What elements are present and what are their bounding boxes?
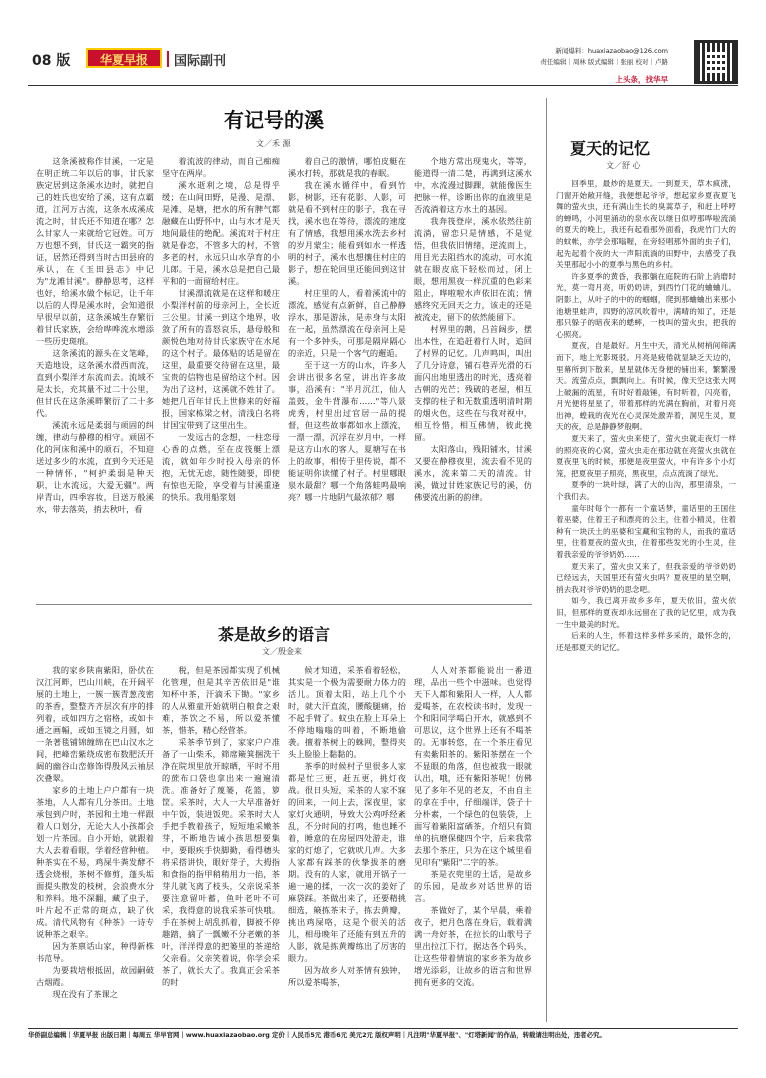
paragraph: 茶是衣兜里的土话，是故乡的乐园，是故乡对话世界的语言。 bbox=[414, 869, 532, 903]
paragraph: 我在溪水循徉中，看到竹影，树影，还有花影、人影，可就是看不到村庄的影子，我在寻找，溪水也在等待，漂流的速度有了情感，我想用溪水洗去乡村的岁月蒙尘；能看到如水一样透明的村子，溪水也想攘住村庄的影子，想在轮回里还能回到这甘溪。 bbox=[288, 180, 406, 286]
paragraph: 村庄里的人，看着溪流中的漂流，感觉有点新鲜，自己静静浮水，那是游泳，是赤身与太阳在一起，虽然漂流在母亲河上是有一个多钟头，可那是隔岸隔心的亲近，只是一个客气的邂逅。 bbox=[288, 288, 406, 358]
paragraph: 夏夜，自是最好。月生中天，清光从树梢间筛满而下，地上光影斑驳。月亮是疲倦就显缺乏天边的，里幕所到下散来，星星就体无身便的铺出来，繁繁漫天。流萤点点，飘飘向上。有时候，像天空这张大网上破漏的流星，有时好着敲锤，有时听着，闪亮着，月光便将星星了，带着那样的光满在胸前，对着月亮出神，蝗栽的夜光在心灵深处激弄着，洞见生灵，夏天的夜，总是静静梦般啊。 bbox=[556, 341, 736, 432]
article1-column-1 bbox=[36, 155, 154, 595]
article2-col4-text bbox=[414, 664, 532, 988]
article2-column-1 bbox=[36, 664, 154, 1022]
paragraph: 现在没有了茶课之 bbox=[52, 989, 118, 999]
paragraph: 税，但是茶园都实现了机械化管理，但是其辛苦依旧是"谁知杯中茶，汗滴禾下锄。"家乡的人从雅童开始就明白粮食之艰难，茶饮之不易，所以爱茶懂茶，惜茶，精心经营茶。 bbox=[162, 665, 280, 735]
paragraph: 人人对茶都能说出一番道理，品出一些个中滋味。也觉得天下人都和紫阳人一样，人人都爱喝茶，在农校读书时，发现一个和阳同学喝白开水，就感到不可思议，这个世界上还有不喝茶的。无事转悠，在一个茶庄看见有卖紫阳茶的。紫阳茶摆在一个不显眼的角落，但也被我一眼就认出，哦，还有紫阳茶呢！仿佛见了多年不见的老友，不由自主的拿在手中，仔细端详，袋子十分朴素，一个绿色的包装袋，上面写着紫阳富硒茶，介绍只有简单的抗磨保健四个字，后来我常去那个茶庄，只为在这个城里看见印有"紫阳"二字的茶。 bbox=[414, 665, 532, 867]
tip-email: 新闻爆料：huaxiazaobao@126.com bbox=[555, 47, 668, 55]
article2-column-4 bbox=[414, 664, 532, 1022]
paragraph: 夏季的一块叶绿，满了大的山沟，那里清泉，一个我们去。 bbox=[556, 480, 736, 502]
article2-column-2 bbox=[162, 664, 280, 1022]
article1-column-2 bbox=[162, 155, 280, 595]
paragraph: 采茶季节到了，家家户户准备了一山柴禾，筛席簸箕捆洗干净在院坝里放开晾晒，平时不用的蔗布口袋也拿出来一遍遍清洗。准备好了蔑篓，花篮，箩筐。采茶时，大人一大早准备好中午饭，装进饭兜。采茶时大人手把手教着孩子，短短地采嫩茶芽，不断地告诫小孩思想要集中，要眼疾手快脚勤，看得穗头将采搭讲快，眼好芽子，大拇指和食指的指甲稍稍用力一掐，茶芽儿就飞离了枝头，父亲说采茶要注意留叶蓄，鱼叶老叶不可采，我得意的说我采茶可快哦。手在茶树上胡乱抓着，脚被不停趣踏，摘了一瓢嫩不分老嫩的茶叶，洋洋得意的把篓里的茶递给父亲看。父亲笑着说，你学会采茶了，就长大了。我真正会采茶的时 bbox=[162, 737, 280, 987]
article1-title: 有记号的溪 bbox=[224, 108, 324, 132]
paragraph: 童年时每个一都有一个童话梦，童话里的王国住着巫婆，住着王子和漂亮的公主，住着小精灵，住着种有一块沃土的巫婆和宝藏和宝物的人，而我的童话里，住着夏夜的萤火虫，住着那些发光的小生灵，住着我亲爱的爷爷奶奶…… bbox=[556, 503, 736, 559]
paragraph: 甘溪漂流就是在这样和暖庄小梨洋村前的母亲河上，全长近三公里。甘溪一到这个地界，收敛了所有的喜怒哀乐，悬母般和颜悦色地对待甘氏家族守在水尾的这个村子。最体贴的话是留在这里，最重要交待留在这里，最宝贵的信物也是留给这个村。因为出了这村，这溪就不姓甘了。她把几百年甘氏上世修来的好福报，国家栋梁之材，清浅白名将甘国宝带到了这里出生。 bbox=[162, 288, 280, 430]
article1-byline: 文／禾 源 bbox=[256, 139, 291, 148]
paragraph: 太阳落山，残阳铺水，甘溪又要在静穆夜里，流去看不见的溪水，流来第二天的清流。甘溪，做过甘姓家族记号的溪，仿佛要流出新的韵律。 bbox=[414, 444, 532, 502]
header-slogan: 上头条，找华早 bbox=[615, 75, 668, 84]
paragraph: 家乡的土地上户户都有一块茶地，人人都有几分茶田。土地承包到户时，茶园和土地一样跟着人口划分，无论大人小孩都会划一片茶园。自小开始，就跟着大人去着看眼，学着经营种植。种茶实在不易，鸡屎牛粪发酵不透会烧根，茶树不修剪，蓬头垢面提头散发的枝树，会浪费水分和养料。地不深翻，藏了虫子，叶片起不正常的斑点，缺了伙成。清代风物有《种茶》一诗专说种茶之艰辛。 bbox=[36, 785, 154, 939]
paragraph: 溪水逝利之境，总是得乎缓；在山间田野，是漫、是漂、是滩、是塘，把水的所有脾气都融藏在山野怀中，山与水才是天地间最佳的绝配。溪流对于村庄就是眷恋，不管多大的村，不管多老的村，永远只山水孕育的小儿郎。于是，溪水总是把自己最平和的一面留给村庄。 bbox=[162, 180, 280, 286]
article1-column-4 bbox=[414, 155, 532, 595]
article2-col1-text bbox=[36, 664, 154, 1000]
paragraph: 为要栽培根抵固，故园嗣破古烟霞。 bbox=[36, 965, 154, 987]
article2-col2-text bbox=[162, 664, 280, 988]
editor-info bbox=[540, 46, 668, 68]
page-header bbox=[28, 42, 738, 86]
header-divider bbox=[167, 51, 169, 67]
article1-col4-text bbox=[414, 155, 532, 503]
editor-credits: 责任编辑｜周林 版式编辑｜张丽 校对｜卢路 bbox=[540, 58, 668, 66]
article2-column-3 bbox=[288, 664, 406, 1022]
page-number: 08 版 bbox=[32, 53, 71, 69]
paragraph: 一发远古的念想，一柱恋母心香的点燃，至在皮筏艇上漂流，就如年少时投入母亲的怀抱，无忧无虑，随性随要，即使有惊也无险，享受着与甘溪重逢的快乐。我用船浆划 bbox=[162, 432, 280, 502]
article2-byline: 文／殷金来 bbox=[262, 647, 302, 656]
paragraph: 着流波的律动，而自己痴痴坚守在两岸。 bbox=[162, 156, 280, 178]
article1-col3-text bbox=[288, 155, 406, 503]
paragraph: 回季里，最炒的是夏天。一到夏天，草木疯涨，门窗开始敞开缝，我便想起爷爷，想起家乡夏夜夏飞舞的萤火虫，还有满山生长的臭蒿草子，和赶上呼哼的蝉鸣，小河里涌动的泉水夜以继日似哼那哗啦流淌的夏天的晚上，我还有起看那外面看，我虎竹门大的的蚊帐，亦学会那嗡喔，在旁轻唱那外面的虫子们，起先起着个夜的大一声阳流淌的田野中，去感受了我关里那起小小的夏季与黑色的乡村。 bbox=[556, 179, 736, 270]
paragraph: 夏天来了，萤火虫又来了，但我亲爱的爷爷奶奶已经远去，天国里还有萤火虫吗？夏夜里的星空啊，捎去我对爷爷奶奶的思念吧。 bbox=[556, 561, 736, 594]
paragraph: 至于这一方的山水，许多人会讲出很多名堂，讲出许多故事，沿溪有："半月沉江，仙人盖鼓，金牛背瀑布……"等八景虎秀，村里出过官居一品的提督，但这些故事都如水上漂流，一漂一漂，沉浮在岁月中，一样是这方山水的客人，夏塘写在书上的故事，相传于里传说，都不能证明你读懂了村子。村里哪眼泉水最甜？哪一个角落蛙鸣最响亮？哪一片地阴气最浓郁？哪 bbox=[288, 360, 406, 502]
paragraph: 候才知道，采茶看着轻松，其实是一个极为需要耐力体力的活儿。顶着太阳，站上几个小时，就大汗直流，腰酸腿痛，抬不起手臂了。蚊虫在脸上耳朵上不停地嗡嗡的叫着，不断地偷袭。擅着茶树上的蛛网，整得夹头上脸脸上黏黏的。 bbox=[288, 665, 406, 759]
article3-column bbox=[556, 178, 736, 1022]
paragraph: 因为故乡人对茶情有独钟，所以爱茶喝茶， bbox=[288, 965, 406, 987]
paragraph: 这条溪被称作甘溪，一定是在明正统二年以后的事，甘氏家族定居到这条溪水边时，就把自己的姓氏也安给了溪，这有点霸道，江河万古流，这条水成溪成流之时，甘氏还不知道在哪？怎么甘家人一来就给它冠姓。可万万也想不到，甘氏这一霸突的指证，居然还得到当时古田县府的承认，在《玉田县志》中记为"龙滩甘溪"。静静思考，这样也好，给溪水做个标记，让千年以后的人得是溪水时，会知道很早很早以前，这条溪城生存繁衍着甘氏家族，会给哗哗流水增添一些历史斑痕。 bbox=[36, 156, 154, 346]
article-divider bbox=[36, 604, 532, 605]
paragraph: 如今，我已离开故乡多年，夏天依旧，萤火依旧，但那样的夏夜却永远留在了我的记忆里，成为我一生中最美的时光。 bbox=[556, 596, 736, 629]
paragraph: 着自己的激情，哪怕皮艇在溪水打转，那就是我的春眠。 bbox=[288, 156, 406, 178]
article2-col3-text bbox=[288, 664, 406, 988]
paragraph: 后来的人生，怀着这样多样多采的，最怀念的，还是那夏天的记忆。 bbox=[556, 631, 736, 652]
article1-col1-text bbox=[36, 155, 154, 515]
qr-code-icon bbox=[694, 40, 738, 84]
article3-title: 夏天的记忆 bbox=[570, 139, 651, 158]
paragraph: 许多夏季的黄昏，我都躺在庭院的石阶上消磨时光，莫一弯月亮，听奶奶讲，到西竹门花的蛐蛐儿。阴影上，从叶子的中的的蝈蝈，爬到那蛐蛐出来那小池塘里蛙声，四野的凉风吹着中，满晴的知了，还是那只躲子的暗夜来的蟋蟀，一枝叫的萤火虫，把我的心照亮。 bbox=[556, 271, 736, 339]
page-footer: 华侨副总编辑｜华夏早报 出版日期｜每周五 华早官网｜www.huaxiazaobao.org 定价｜人民币5元 港币6元 美元2元 版权声明｜凡注明"华夏早报"、"灯塔新闻"的作品，转载请注明出处，违者必究。 bbox=[28, 1028, 738, 1042]
article2-title: 茶是故乡的语言 bbox=[218, 625, 331, 644]
paragraph: 我的家乡陕南紫阳，卧伏在汉江河畔，巴山川峡，在开阔平展的土地上，一簇一簇青葱茂密的茶香，整整齐齐层次有序的排列着，或如四方之宿格，或如卡通之画幅，或如玉镜之月圆，如一条著毯铺锦缠绵在巴山汉水之间，把峰峦紫绕成密布数肥沃开阔的幽谷山峦修饰得殷风云袖层次叠翠。 bbox=[36, 665, 154, 783]
paragraph: 茶做好了，某个早晨，乘着夜子，把月色落在身后，载着满满一舟好茶，在拉长的山歌号子里出拉江下行，据达各个码头，让这些带着情谊的家乡茶为故乡增光添彩，让故乡的语言和世界拥有更多的交流。 bbox=[414, 905, 532, 987]
paragraph: 村界里的鹅，吕首阔步，摆出本性，在追赶着行人时，追回了村界的记忆。几声鸣叫，叫出了几分诗意，铺石巷弄光滑的石面闪出地里透出的时光，透亮着古朝的光芒；残破的老屋，相互支撑的柱子和无数重透明清时期的烟火色，这些在与我对视中，相互怜惜，相互佛情，彼此挽留。 bbox=[414, 324, 532, 442]
paragraph: 因为茶禀话山家，种得新株书范导。 bbox=[36, 941, 154, 963]
article1-column-3 bbox=[288, 155, 406, 595]
column-divider bbox=[546, 98, 547, 1022]
paragraph: 个地方常出现鬼火，等等，能道得一清二楚，再满到这溪水中，水流漫过脚踝，就能像医生把脉一样，诊断出你的血液里是否流淌着这方水土的基因。 bbox=[414, 156, 532, 214]
paragraph: 茶季的时候村子里很多人家都是忙三更，赶五更，挑灯夜战。很日头短，采茶的人家不寐的回来，一问上去，深夜里，家家灯火通明，导致大公鸡呼经紊乱，不分时间的打鸣，他也睡不着，睡意的在房屋四处游走，谁家的灯熄了，它就吠几声。大多人家都有踩茶的伙挚拔茶的磨期。没有的人家，就用开锅子一遍一遍的揉，一次一次的姜好了麻袋踩。茶做出来了，还要精挑细选，簸拣茶末子，拣去黄瓣，挑出鸡屎咯，这是个很关的活儿，相母晚年了还能有到五升的人影，就是拣黄瓣练出了厉害的眼力。 bbox=[288, 761, 406, 963]
paragraph: 夏天来了，萤火虫来使了，萤火虫就走夜灯一样的照亮夜的心窝，萤火虫走在那边就在亮萤火虫就在夏夜里飞的时候，那便是夜里萤火，中有许多个小灯笼，把夏夜里子照亮，黑夜里，点点流淌了绿光。 bbox=[556, 434, 736, 478]
article1-col2-text bbox=[162, 155, 280, 503]
article3-text bbox=[556, 178, 736, 653]
section-name: 国际副刊 bbox=[174, 54, 227, 69]
paragraph: 溪流永远是柔弱与顽固的纠缠，律动与静穆的相守。顽固不化的河床和溪中的顽石，不知迎送过多少的水流，直到今天还是一种情怀，"柯护柔弱是种天职，让水流远，大爱无疆"。两岸青山，四季容妆，目送万般溪水，带去落英，捎去秋叶，看 bbox=[36, 420, 154, 514]
paragraph: 这条溪流的源头在文笔峰，天造地设，这条溪水滑西而流，直到小梨洋才东流而去。流域不是太长，充其量不过二十公里，但甘氏在这条溪畔繁衍了二十多代。 bbox=[36, 348, 154, 418]
newspaper-logo: 华夏早报 bbox=[86, 48, 162, 68]
paragraph: 我奔筏登岸，溪水依然往前流淌，留恋只是情感，不是觉悟，但我依旧情绪，逆流而上，用目光去阻挡水的流动，可水流就在眼皮底下轻松而过，闭上眼，想用黑夜一样沉重的色彩来阻止，哗啦啦水声依旧在流；情感终究无回天之力，该走的还是被流走，留下的依然能留下。 bbox=[414, 216, 532, 322]
article3-byline: 文／舒 心 bbox=[606, 161, 641, 170]
